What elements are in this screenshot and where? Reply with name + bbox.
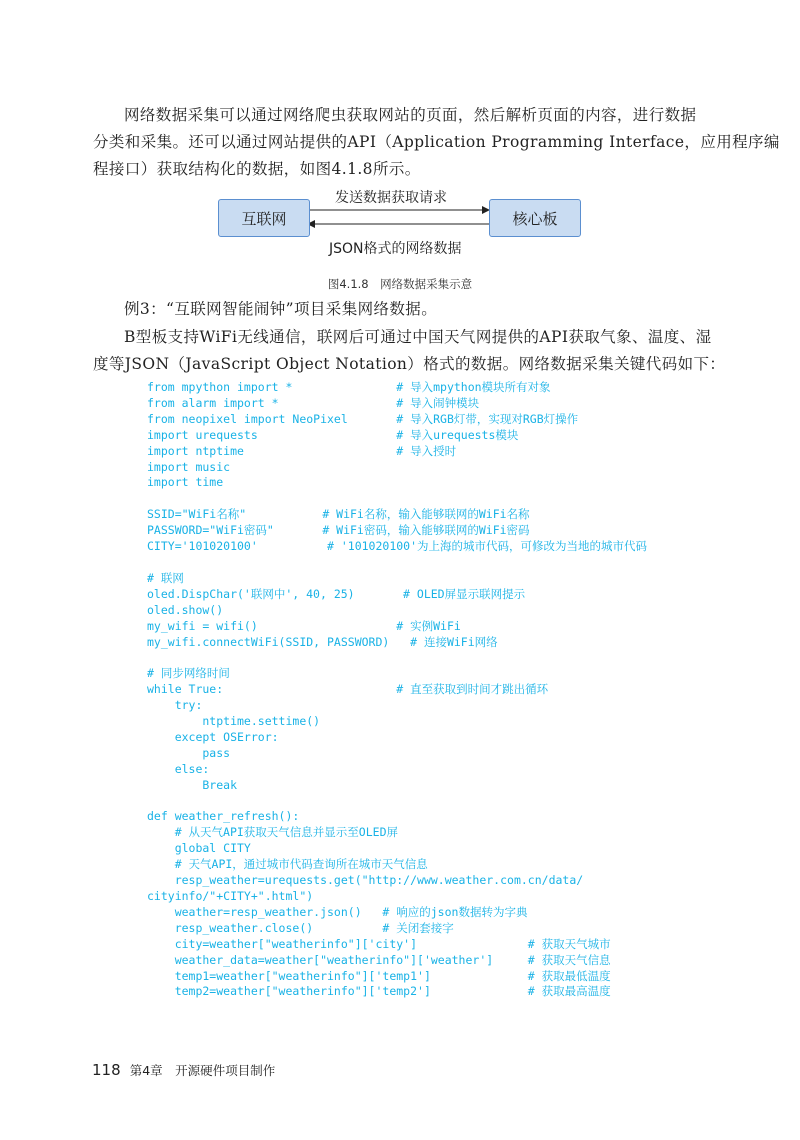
code-line: my_wifi = wifi() # 实例WiFi xyxy=(147,618,461,633)
figure-caption: 图4.1.8 网络数据采集示意 xyxy=(327,277,473,291)
page-number: 118 xyxy=(92,1061,121,1079)
example-title-text: 例3：“互联网智能闹钟”项目采集网络数据。 xyxy=(124,300,438,318)
code-line: # 联网 xyxy=(147,570,184,585)
code-line: while True: # 直至获取到时间才跳出循环 xyxy=(147,682,549,697)
code-line: CITY='101020100' # '101020100'为上海的城市代码，可修改为当地的城市代码 xyxy=(147,539,648,554)
code-line: try: xyxy=(147,698,203,713)
code-line: weather_data=weather["weatherinfo"]['weather'] # 获取天气信息 xyxy=(147,952,611,967)
code-line: import ntptime # 导入授时 xyxy=(147,443,457,458)
code-line: def weather_refresh(): xyxy=(147,809,300,824)
page-footer xyxy=(92,1060,275,1079)
code-line: # 天气API，通过城市代码查询所在城市天气信息 xyxy=(147,857,428,872)
request-label: 发送数据获取请求 xyxy=(335,190,447,206)
code-line xyxy=(147,491,647,507)
code-line: global CITY xyxy=(147,841,251,856)
code-line: Break xyxy=(147,777,238,792)
code-line: import music xyxy=(147,459,231,474)
paragraph-board xyxy=(93,324,726,378)
code-line: oled.DispChar('联网中', 40, 25) # OLED屏显示联网提示 xyxy=(147,586,526,601)
code-line: # 同步网络时间 xyxy=(147,666,230,681)
code-line: resp_weather=urequests.get("http://www.weather.com.cn/data/ xyxy=(147,873,584,888)
code-line xyxy=(147,650,647,666)
example-title xyxy=(93,296,718,323)
code-line xyxy=(147,794,647,810)
code-line: cityinfo/"+CITY+".html") xyxy=(147,889,314,903)
code-line: except OSError: xyxy=(147,729,279,744)
code-line: from neopixel import NeoPixel # 导入RGB灯带，实现对RGB灯操作 xyxy=(147,411,579,426)
paragraph-line: 分类和采集。还可以通过网站提供的API（Application Programming Interface，应用程序编 xyxy=(93,133,780,151)
internet-box: 互联网 xyxy=(218,199,310,237)
code-line: weather=resp_weather.json() # 响应的json数据转为字典 xyxy=(147,904,528,919)
paragraph-line: B型板支持WiFi无线通信，联网后可通过中国天气网提供的API获取气象、温度、湿 xyxy=(124,328,712,346)
code-line: from mpython import * # 导入mpython模块所有对象 xyxy=(147,380,551,394)
code-line: temp1=weather["weatherinfo"]['temp1'] # 获取最低温度 xyxy=(147,968,611,983)
code-line: resp_weather.close() # 关闭套接字 xyxy=(147,920,454,935)
code-line: pass xyxy=(147,745,231,760)
chapter-title: 第4章 开源硬件项目制作 xyxy=(129,1063,276,1078)
code-line xyxy=(147,555,647,571)
code-line: city=weather["weatherinfo"]['city'] # 获取天气城市 xyxy=(147,936,611,951)
response-label: JSON格式的网络数据 xyxy=(329,241,462,257)
code-line: import time xyxy=(147,475,224,490)
code-line: SSID="WiFi名称" # WiFi名称，输入能够联网的WiFi名称 xyxy=(147,507,530,522)
paragraph-line: 程接口）获取结构化的数据，如图4.1.8所示。 xyxy=(93,160,421,178)
code-line: temp2=weather["weatherinfo"]['temp2'] # 获取最高温度 xyxy=(147,984,611,999)
code-line: PASSWORD="WiFi密码" # WiFi密码，输入能够联网的WiFi密码 xyxy=(147,523,530,538)
network-diagram xyxy=(0,0,800,300)
paragraph-line: 度等JSON（JavaScript Object Notation）格式的数据。网络数据采集关键代码如下： xyxy=(93,355,726,373)
code-line: ntptime.settime() xyxy=(147,714,321,729)
code-line: my_wifi.connectWiFi(SSID, PASSWORD) # 连接WiFi网络 xyxy=(147,634,498,649)
code-listing xyxy=(147,380,647,1000)
code-line: oled.show() xyxy=(147,602,224,617)
core-board-box: 核心板 xyxy=(489,199,581,237)
code-line: from alarm import * # 导入闹钟模块 xyxy=(147,395,480,410)
code-line: # 从天气API获取天气信息并显示至OLED屏 xyxy=(147,825,399,840)
code-line: else: xyxy=(147,761,210,776)
paragraph-line: 网络数据采集可以通过网络爬虫获取网站的页面，然后解析页面的内容，进行数据 xyxy=(124,106,697,124)
code-line: import urequests # 导入urequests模块 xyxy=(147,427,519,442)
